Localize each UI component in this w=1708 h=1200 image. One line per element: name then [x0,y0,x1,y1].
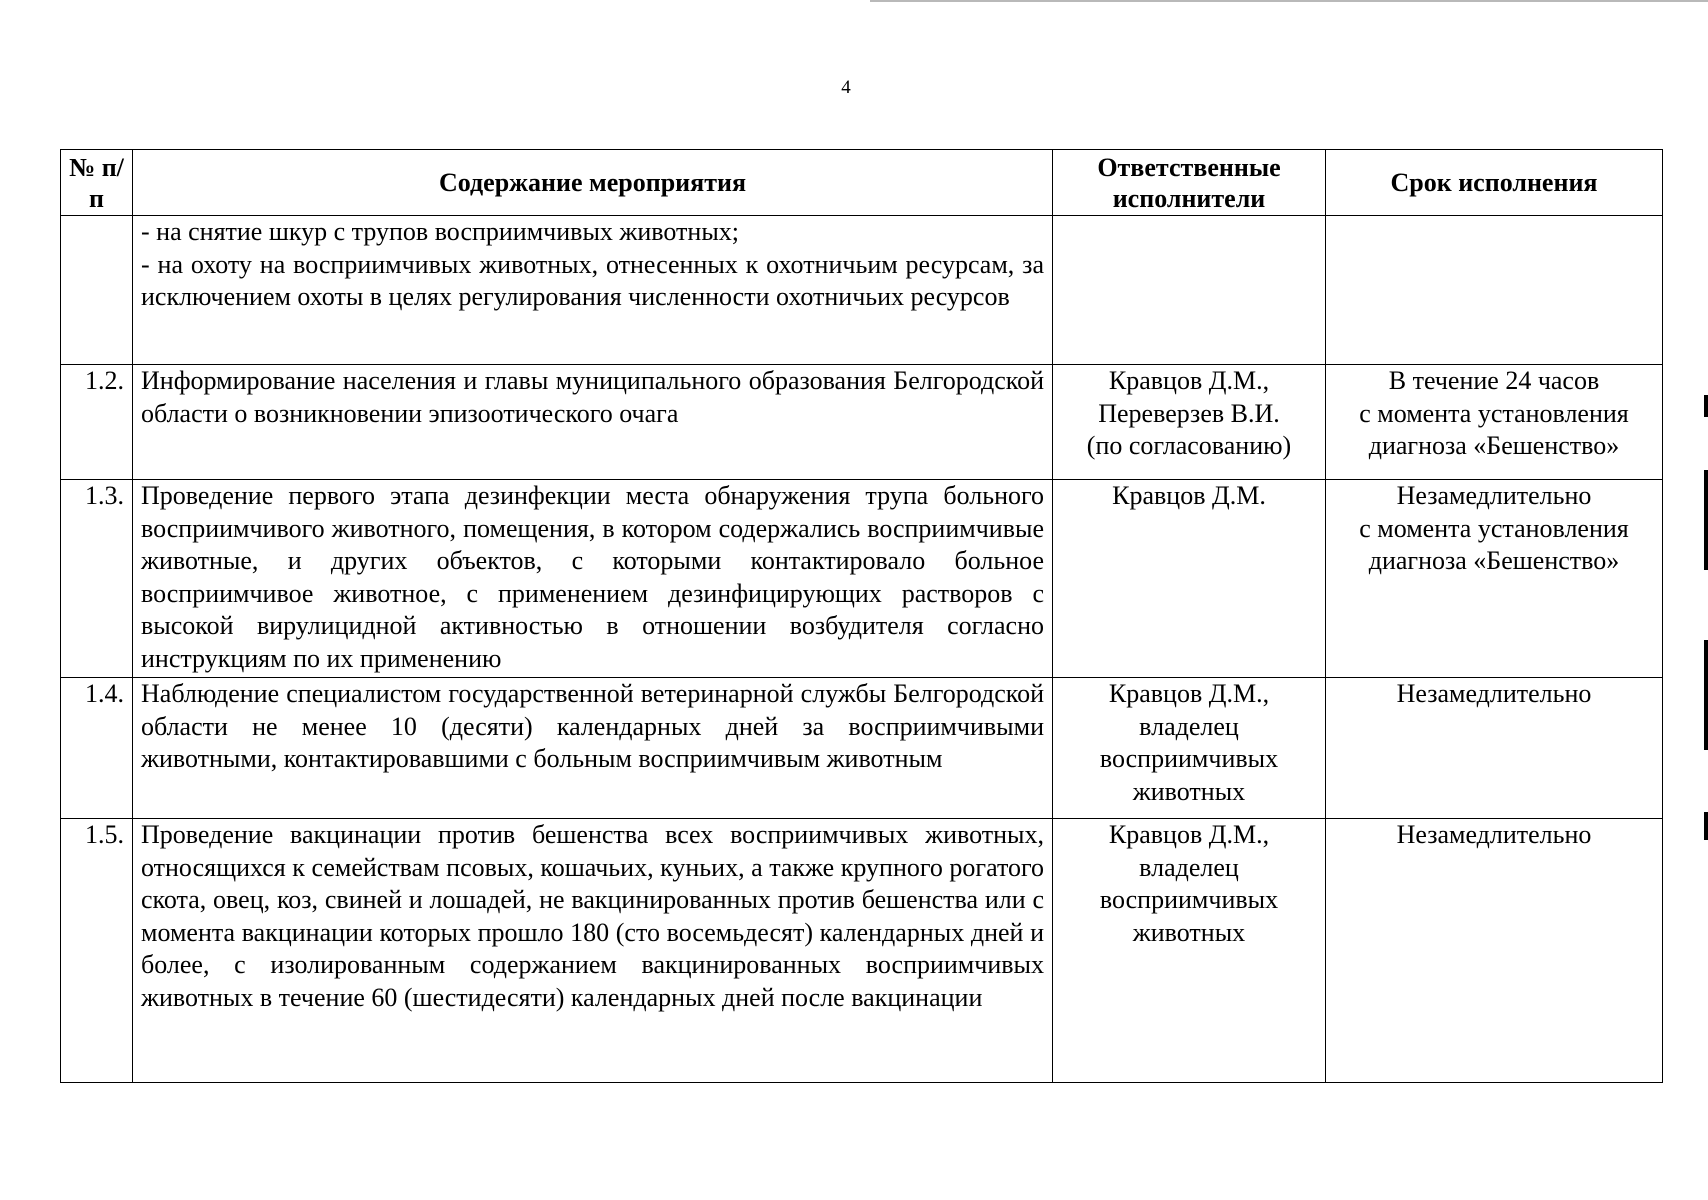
responsible-line: (по согласованию) [1086,431,1292,460]
table-row [61,480,1663,678]
table-row [61,819,1663,1083]
table-row [61,678,1663,819]
row-content [133,678,1053,819]
row-number: 1.4. [61,678,133,819]
responsible-line: Кравцов Д.М. [1112,481,1266,510]
row-responsible [1053,216,1326,365]
header-content: Содержание мероприятия [133,150,1053,216]
content-line: - на охоту на восприимчивых животных, отнесенных к охотничьим ресурсам, за исключением охоты в целях регулирования численности охотничьих ресурсов [141,249,1044,311]
row-content [133,216,1053,365]
table-header-row [61,150,1663,216]
header-num: № п/п [61,150,133,216]
header-term: Срок исполнения [1326,150,1663,216]
responsible-line: Кравцов Д.М., [1108,679,1270,708]
term-line: диагноза «Бешенство» [1368,431,1620,460]
row-number: 1.2. [61,365,133,480]
content-line: - на снятие шкур с трупов восприимчивых животных; [141,217,740,246]
row-term [1326,216,1663,365]
table-row [61,365,1663,480]
row-term [1326,819,1663,1083]
content-line: Проведение первого этапа дезинфекции места обнаружения трупа больного восприимчивого животного, помещения, в котором содержались восприимчивые животные, и других объектов, с которыми контактировало больное восприимчивое животное, с применением дезинфицирующих растворов с высокой вирулицидной активностью в отношении возбудителя согласно инструкциям по их применению [141,481,1044,673]
responsible-line: восприимчивых [1099,744,1279,773]
measures-table [60,149,1663,1083]
header-responsible: Ответственные исполнители [1053,150,1326,216]
scan-edge-line [870,0,1708,2]
row-number: 1.5. [61,819,133,1083]
responsible-line: Переверзев В.И. [1098,398,1280,428]
term-line: Незамедлительно [1396,481,1592,510]
responsible-line: владелец [1139,852,1239,882]
scan-cut-mark [1704,470,1708,570]
row-number [61,216,133,365]
content-line: Наблюдение специалистом государственной ветеринарной службы Белгородской области не менее 10 (десяти) календарных дней за восприимчивыми животными, контактировавшими с больным восприимчивым животным [141,679,1044,773]
term-line: Незамедлительно [1396,820,1592,849]
content-line: Информирование населения и главы муниципального образования Белгородской области о возникновении эпизоотического очага [141,366,1044,428]
term-line: Незамедлительно [1396,679,1592,708]
responsible-line: владелец [1139,711,1239,741]
row-content [133,480,1053,678]
scan-cut-mark [1704,640,1708,750]
row-content [133,365,1053,480]
responsible-line: Кравцов Д.М., [1108,366,1270,395]
term-line: с момента установления [1359,513,1629,543]
term-line: В течение 24 часов [1388,366,1600,395]
scan-cut-mark [1704,395,1708,417]
responsible-line: животных [1132,917,1246,947]
row-responsible [1053,678,1326,819]
responsible-line: животных [1132,776,1246,806]
term-line: диагноза «Бешенство» [1368,546,1620,575]
responsible-line: восприимчивых [1099,885,1279,914]
content-line: Проведение вакцинации против бешенства всех восприимчивых животных, относящихся к семействам псовых, кошачьих, куньих, а также крупного рогатого скота, овец, коз, свиней и лошадей, не вакцинированных против бешенства или с момента вакцинации которых прошло 180 (сто восемьдесят) календарных дней и более, с изолированным содержанием вакцинированных восприимчивых животных в течение 60 (шестидесяти) календарных дней после вакцинации [141,820,1044,1012]
row-responsible [1053,480,1326,678]
row-number: 1.3. [61,480,133,678]
row-term [1326,480,1663,678]
row-term [1326,365,1663,480]
table-row [61,216,1663,365]
row-content [133,819,1053,1083]
row-responsible [1053,365,1326,480]
responsible-line: Кравцов Д.М., [1108,820,1270,849]
row-term [1326,678,1663,819]
page-number: 4 [841,77,851,98]
row-responsible [1053,819,1326,1083]
scan-cut-mark [1704,812,1708,840]
term-line: с момента установления [1359,398,1629,428]
